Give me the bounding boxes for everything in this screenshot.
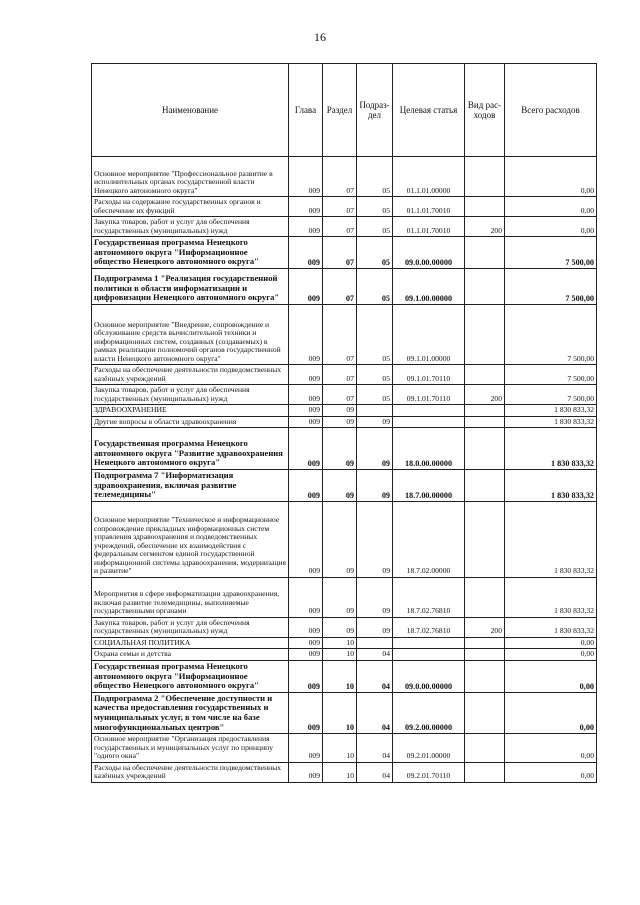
cell-target: 09.0.00.00000	[393, 660, 465, 692]
cell-section: 10	[323, 692, 357, 734]
header-subsection: Подраз- дел	[357, 64, 393, 157]
cell-chapter: 009	[289, 385, 323, 405]
cell-target	[393, 405, 465, 417]
table-row	[92, 237, 597, 269]
cell-chapter: 009	[289, 501, 323, 577]
cell-total: 0,00	[505, 197, 597, 217]
table-row	[92, 762, 597, 782]
cell-total: 0,00	[505, 157, 597, 197]
cell-total: 1 830 833,32	[505, 428, 597, 470]
table-row	[92, 501, 597, 577]
cell-subsection: 09	[357, 470, 393, 502]
cell-type	[465, 470, 505, 502]
cell-section: 07	[323, 365, 357, 385]
cell-subsection: 05	[357, 197, 393, 217]
cell-chapter: 009	[289, 762, 323, 782]
cell-chapter: 009	[289, 734, 323, 763]
cell-name: Расходы на содержание государственных органов и обеспечение их функций	[92, 197, 289, 217]
cell-section: 09	[323, 416, 357, 428]
cell-type	[465, 660, 505, 692]
cell-target: 18.7.02.76810	[393, 617, 465, 637]
cell-target: 09.1.00.00000	[393, 269, 465, 305]
cell-chapter: 009	[289, 157, 323, 197]
cell-total: 1 830 833,32	[505, 577, 597, 617]
cell-section: 10	[323, 660, 357, 692]
page-number: 16	[314, 30, 326, 44]
cell-section: 10	[323, 762, 357, 782]
cell-section: 09	[323, 617, 357, 637]
cell-chapter: 009	[289, 637, 323, 649]
cell-subsection: 05	[357, 217, 393, 237]
cell-target: 09.0.00.00000	[393, 237, 465, 269]
cell-total: 1 830 833,32	[505, 501, 597, 577]
table-row	[92, 692, 597, 734]
cell-target: 09.1.01.70110	[393, 365, 465, 385]
cell-name: Подпрограмма 2 "Обеспечение доступности и качества предоставления государственных и муниципальных услуг, в том числе на базе многофункциональных центров"	[92, 692, 289, 734]
cell-type	[465, 501, 505, 577]
cell-name: Государственная программа Ненецкого автономного округа "Информационное общество Ненецкого автономного округа"	[92, 660, 289, 692]
cell-target: 09.2.01.00000	[393, 734, 465, 763]
table-header-row	[92, 64, 597, 157]
table-row	[92, 428, 597, 470]
cell-total: 7 500,00	[505, 305, 597, 365]
cell-type	[465, 269, 505, 305]
cell-target	[393, 637, 465, 649]
cell-type	[465, 197, 505, 217]
header-target: Целевая статья	[393, 64, 465, 157]
cell-chapter: 009	[289, 305, 323, 365]
cell-name: СОЦИАЛЬНАЯ ПОЛИТИКА	[92, 637, 289, 649]
table-row	[92, 305, 597, 365]
cell-chapter: 009	[289, 365, 323, 385]
cell-name: Закупка товаров, работ и услуг для обеспечения государственных (муниципальных) нужд	[92, 385, 289, 405]
cell-target: 09.1.01.00000	[393, 305, 465, 365]
cell-name: Расходы на обеспечение деятельности подведомственных казённых учреждений	[92, 762, 289, 782]
cell-total: 1 830 833,32	[505, 416, 597, 428]
cell-total: 7 500,00	[505, 237, 597, 269]
cell-section: 09	[323, 501, 357, 577]
cell-name: Расходы на обеспечение деятельности подведомственных казённых учреждений	[92, 365, 289, 385]
cell-subsection: 05	[357, 269, 393, 305]
cell-subsection: 05	[357, 157, 393, 197]
cell-section: 09	[323, 470, 357, 502]
cell-target: 18.7.00.00000	[393, 470, 465, 502]
cell-section: 09	[323, 577, 357, 617]
cell-subsection	[357, 405, 393, 417]
cell-section: 07	[323, 237, 357, 269]
cell-name: Подпрограмма 7 "Информатизация здравоохранения, включая развитие телемедицины"	[92, 470, 289, 502]
cell-chapter: 009	[289, 617, 323, 637]
cell-type	[465, 428, 505, 470]
table-row	[92, 734, 597, 763]
cell-total: 0,00	[505, 660, 597, 692]
cell-subsection: 04	[357, 692, 393, 734]
cell-total: 7 500,00	[505, 269, 597, 305]
header-type: Вид рас- ходов	[465, 64, 505, 157]
header-chapter: Глава	[289, 64, 323, 157]
cell-section: 07	[323, 385, 357, 405]
cell-type: 200	[465, 617, 505, 637]
table-row	[92, 649, 597, 661]
cell-section: 09	[323, 428, 357, 470]
cell-type	[465, 305, 505, 365]
table-row	[92, 577, 597, 617]
cell-subsection: 04	[357, 660, 393, 692]
cell-name: Охрана семьи и детства	[92, 649, 289, 661]
cell-total: 1 830 833,32	[505, 405, 597, 417]
cell-chapter: 009	[289, 416, 323, 428]
cell-target: 18.7.02.76810	[393, 577, 465, 617]
cell-total: 1 830 833,32	[505, 617, 597, 637]
cell-chapter: 009	[289, 217, 323, 237]
cell-target: 09.2.01.70110	[393, 762, 465, 782]
cell-subsection: 09	[357, 577, 393, 617]
table-row	[92, 157, 597, 197]
table-row	[92, 405, 597, 417]
cell-name: Другие вопросы в области здравоохранения	[92, 416, 289, 428]
cell-name: Основное мероприятие "Техническое и информационное сопровождение прикладных информационных систем управления здравоохранения и подведомственных учреждений, обеспечение их взаимодействия с федеральным сегментом единой государственной информационной системы здравоохранения, модернизация и развитие"	[92, 501, 289, 577]
cell-section: 07	[323, 305, 357, 365]
header-name: Наименование	[92, 64, 289, 157]
cell-type	[465, 762, 505, 782]
expenditure-table	[91, 63, 597, 783]
cell-chapter: 009	[289, 470, 323, 502]
cell-total: 1 830 833,32	[505, 470, 597, 502]
cell-target: 09.2.00.00000	[393, 692, 465, 734]
cell-name: ЗДРАВООХРАНЕНИЕ	[92, 405, 289, 417]
cell-type	[465, 237, 505, 269]
header-section: Раздел	[323, 64, 357, 157]
cell-chapter: 009	[289, 660, 323, 692]
cell-total: 0,00	[505, 649, 597, 661]
table-row	[92, 197, 597, 217]
cell-total: 0,00	[505, 692, 597, 734]
cell-subsection: 05	[357, 365, 393, 385]
cell-target: 18.7.02.00000	[393, 501, 465, 577]
cell-total: 0,00	[505, 762, 597, 782]
table-row	[92, 470, 597, 502]
cell-target: 18.0.00.00000	[393, 428, 465, 470]
cell-target	[393, 649, 465, 661]
cell-name: Закупка товаров, работ и услуг для обеспечения государственных (муниципальных) нужд	[92, 617, 289, 637]
cell-name: Государственная программа Ненецкого автономного округа "Информационное общество Ненецкого автономного округа"	[92, 237, 289, 269]
cell-type	[465, 365, 505, 385]
table-row	[92, 416, 597, 428]
cell-chapter: 009	[289, 197, 323, 217]
cell-name: Государственная программа Ненецкого автономного округа "Развитие здравоохранения Ненецкого автономного округа"	[92, 428, 289, 470]
cell-section: 07	[323, 157, 357, 197]
cell-type	[465, 649, 505, 661]
table-row	[92, 637, 597, 649]
cell-total: 7 500,00	[505, 365, 597, 385]
cell-target: 01.1.01.70010	[393, 217, 465, 237]
table-row	[92, 269, 597, 305]
cell-name: Закупка товаров, работ и услуг для обеспечения государственных (муниципальных) нужд	[92, 217, 289, 237]
cell-name: Основное мероприятие "Внедрение, сопровождение и обслуживание средств вычислительной техники и информационных систем, созданных (создаваемых) в рамках реализации полномочий органов государственной власти Ненецкого автономного округа"	[92, 305, 289, 365]
cell-subsection: 09	[357, 501, 393, 577]
cell-section: 09	[323, 405, 357, 417]
cell-subsection: 09	[357, 617, 393, 637]
cell-type	[465, 577, 505, 617]
cell-chapter: 009	[289, 649, 323, 661]
cell-subsection: 04	[357, 734, 393, 763]
cell-target	[393, 416, 465, 428]
cell-name: Подпрограмма 1 "Реализация государственной политики в области информатизации и цифровизации Ненецкого автономного округа"	[92, 269, 289, 305]
table-body	[92, 157, 597, 783]
cell-subsection: 05	[357, 237, 393, 269]
cell-chapter: 009	[289, 692, 323, 734]
cell-total: 0,00	[505, 637, 597, 649]
cell-section: 10	[323, 649, 357, 661]
cell-total: 0,00	[505, 217, 597, 237]
cell-name: Основное мероприятие "Профессиональное развитие в исполнительных органах государственной власти Ненецкого автономного округа"	[92, 157, 289, 197]
cell-subsection: 09	[357, 416, 393, 428]
cell-total: 7 500,00	[505, 385, 597, 405]
cell-type	[465, 692, 505, 734]
cell-type: 200	[465, 217, 505, 237]
header-total: Всего расходов	[505, 64, 597, 157]
cell-section: 07	[323, 269, 357, 305]
cell-section: 10	[323, 637, 357, 649]
cell-type	[465, 734, 505, 763]
table-row	[92, 217, 597, 237]
cell-subsection: 04	[357, 649, 393, 661]
cell-section: 10	[323, 734, 357, 763]
cell-subsection: 05	[357, 305, 393, 365]
cell-section: 07	[323, 197, 357, 217]
cell-total: 0,00	[505, 734, 597, 763]
cell-chapter: 009	[289, 428, 323, 470]
cell-type: 200	[465, 385, 505, 405]
cell-chapter: 009	[289, 405, 323, 417]
table-row	[92, 660, 597, 692]
table-row	[92, 617, 597, 637]
cell-name: Основное мероприятие "Организация предоставления государственных и муниципальных услуг по принципу "одного окна"	[92, 734, 289, 763]
cell-type	[465, 637, 505, 649]
cell-chapter: 009	[289, 577, 323, 617]
cell-subsection: 09	[357, 428, 393, 470]
cell-name: Мероприятия в сфере информатизации здравоохранения, включая развитие телемедицины, выполняемые государственными органами	[92, 577, 289, 617]
cell-chapter: 009	[289, 237, 323, 269]
cell-subsection: 04	[357, 762, 393, 782]
cell-type	[465, 405, 505, 417]
table-row	[92, 385, 597, 405]
cell-subsection	[357, 637, 393, 649]
cell-type	[465, 416, 505, 428]
cell-chapter: 009	[289, 269, 323, 305]
cell-section: 07	[323, 217, 357, 237]
cell-subsection: 05	[357, 385, 393, 405]
cell-target: 01.1.01.00000	[393, 157, 465, 197]
cell-target: 01.1.01.70010	[393, 197, 465, 217]
cell-type	[465, 157, 505, 197]
cell-target: 09.1.01.70110	[393, 385, 465, 405]
table-row	[92, 365, 597, 385]
